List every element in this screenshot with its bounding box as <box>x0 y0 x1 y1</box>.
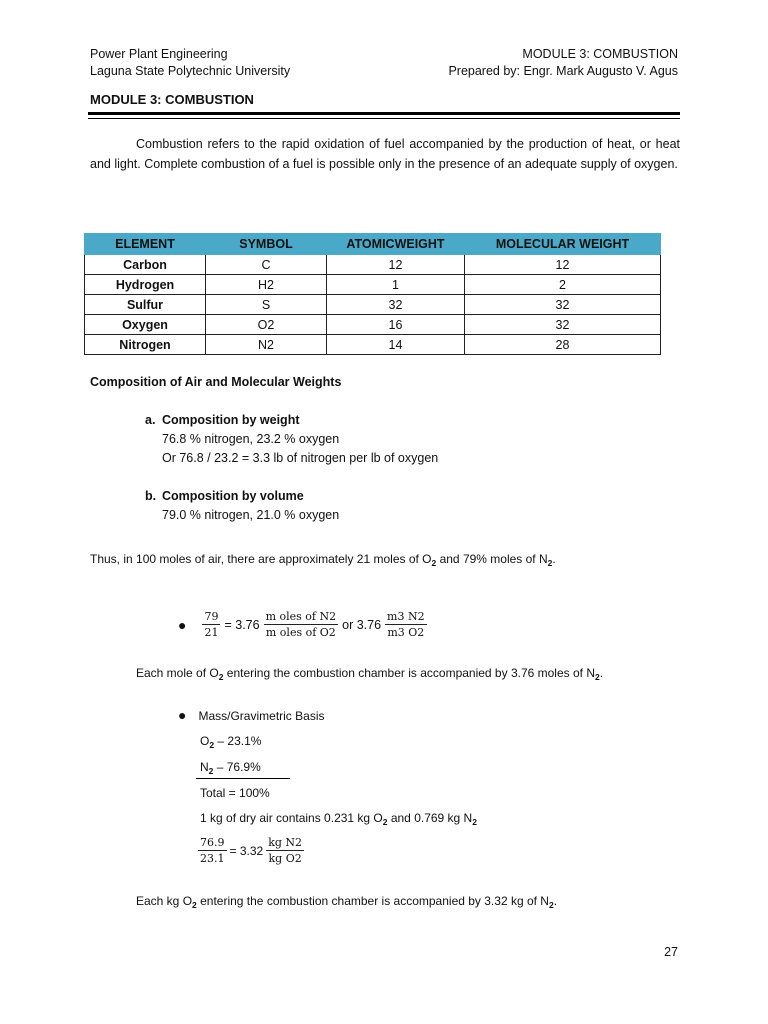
fraction-79-21: $\frac{79}{21}$ <box>204 610 219 639</box>
cell-atomic: 32 <box>327 295 465 315</box>
table-row <box>85 335 661 355</box>
weight-heading: Composition by weight <box>162 413 300 427</box>
table-row <box>85 255 661 275</box>
cell-atomic: 12 <box>327 255 465 275</box>
header-left <box>90 46 290 80</box>
ratio-or-value: or 3.76 <box>342 617 382 632</box>
mass-conclusion: Each kg $O_2$ entering the combustion chamber is accompanied by 3.32 kg of $N_2$. <box>136 894 558 910</box>
fraction-769-231: $\frac{76.9}{23.1}$ <box>200 836 225 865</box>
cell-element: Nitrogen <box>85 335 206 355</box>
volume-heading: Composition by volume <box>162 489 304 503</box>
table-row <box>85 295 661 315</box>
university-name: Laguna State Polytechnic University <box>90 64 291 78</box>
moles-statement: Thus, in 100 moles of air, there are approximately 21 moles of $O_2$ and 79% moles of $N_2$. <box>90 552 556 568</box>
dry-air-statement: 1 kg of dry air contains 0.231 kg $O_2$ and 0.769 kg $N_2$ <box>200 811 477 827</box>
element-table <box>84 233 661 355</box>
composition-by-weight <box>145 411 438 468</box>
cell-molecular: 32 <box>465 315 661 335</box>
author-line: Prepared by: Engr. Mark Augusto V. Agus <box>448 64 678 78</box>
cell-atomic: 1 <box>327 275 465 295</box>
cell-symbol: N2 <box>206 335 327 355</box>
table-row <box>85 315 661 335</box>
n2-percent: $N_2 - 76.9\%$ <box>200 760 261 776</box>
title-rule-thick <box>88 112 680 115</box>
ratio-value: = 3.76 <box>224 617 260 632</box>
o2-percent: $O_2 - 23.1\%$ <box>200 734 262 750</box>
cell-atomic: 16 <box>327 315 465 335</box>
module-title: MODULE 3: COMBUSTION <box>90 92 254 107</box>
cell-element: Carbon <box>85 255 206 275</box>
cell-symbol: H2 <box>206 275 327 295</box>
list-label-a: a. <box>145 413 156 427</box>
cell-symbol: O2 <box>206 315 327 335</box>
mass-ratio-value: = 3.32 <box>229 843 264 858</box>
cell-molecular: 32 <box>465 295 661 315</box>
col-header-molecular: MOLECULAR WEIGHT <box>465 234 661 255</box>
page-number: 27 <box>664 945 678 959</box>
table-row <box>85 275 661 295</box>
course-title: Power Plant Engineering <box>90 47 228 61</box>
module-label: MODULE 3: COMBUSTION <box>522 47 678 61</box>
weight-line-2: Or 76.8 / 23.2 = 3.3 lb of nitrogen per lb of oxygen <box>162 451 439 465</box>
cell-symbol: S <box>206 295 327 315</box>
intro-text: Combustion refers to the rapid oxidation of fuel accompanied by the production of heat, or heat and light. Complete combustion of a fuel is possible only in the presence of an adequate supply of oxygen. <box>90 137 680 171</box>
fraction-m3: $\frac{m3 N2}{m3 O2}$ <box>387 610 425 639</box>
fraction-kg: $\frac{\text{kg N2}}{\text{kg O2}}$ <box>268 836 303 865</box>
intro-paragraph <box>90 134 680 174</box>
cell-molecular: 2 <box>465 275 661 295</box>
volume-line-1: 79.0 % nitrogen, 21.0 % oxygen <box>162 508 340 522</box>
title-rule-thin <box>88 118 680 119</box>
col-header-atomic: ATOMICWEIGHT <box>327 234 465 255</box>
mass-ratio-equation <box>198 836 304 865</box>
mass-basis-heading: ● Mass/Gravimetric Basis <box>178 707 325 723</box>
mole-ratio-equation <box>178 610 427 639</box>
cell-element: Hydrogen <box>85 275 206 295</box>
cell-molecular: 28 <box>465 335 661 355</box>
total-percent: Total = 100% <box>200 786 270 800</box>
cell-molecular: 12 <box>465 255 661 275</box>
col-header-symbol: SYMBOL <box>206 234 327 255</box>
list-label-b: b. <box>145 489 157 503</box>
cell-element: Oxygen <box>85 315 206 335</box>
air-section-title: Composition of Air and Molecular Weights <box>90 375 342 389</box>
cell-atomic: 14 <box>327 335 465 355</box>
mole-conclusion: Each mole of $O_2$ entering the combustion chamber is accompanied by 3.76 moles of $N_2$. <box>136 666 604 682</box>
weight-line-1: 76.8 % nitrogen, 23.2 % oxygen <box>162 432 340 446</box>
col-header-element: ELEMENT <box>85 234 206 255</box>
fraction-moles: $\frac{\text{m oles of N2}}{\text{m oles of O2}}$ <box>265 610 337 639</box>
composition-by-volume <box>145 487 339 525</box>
bullet-icon: ● <box>178 707 187 723</box>
header-right <box>448 46 678 80</box>
cell-element: Sulfur <box>85 295 206 315</box>
table-header-row <box>85 234 661 255</box>
bullet-icon: ● <box>178 616 187 633</box>
sum-rule <box>196 778 290 779</box>
cell-symbol: C <box>206 255 327 275</box>
